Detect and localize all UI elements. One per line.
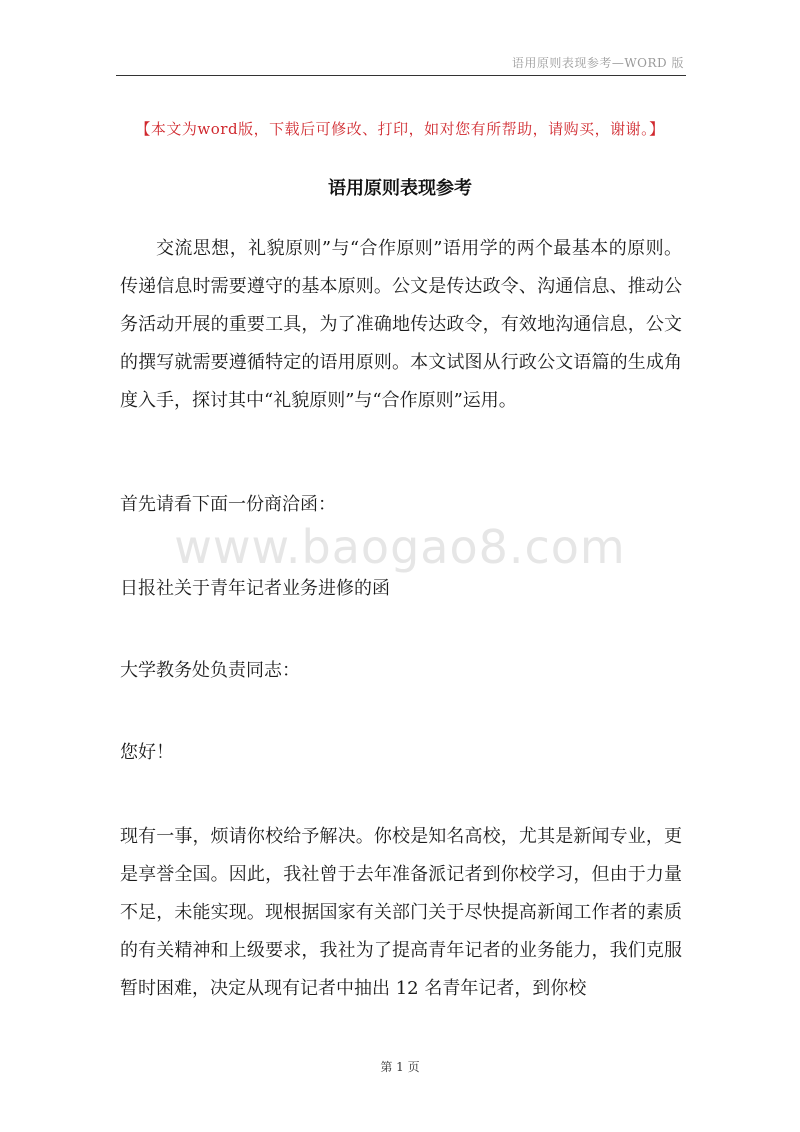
page-number: 第 1 页 — [380, 1060, 420, 1074]
word-version-notice: 【本文为word版，下载后可修改、打印，如对您有所帮助，请购买，谢谢。】 — [135, 120, 665, 138]
paragraph-letter-body: 现有一事，烦请你校给予解决。你校是知名高校，尤其是新闻专业，更是享誉全国。因此，我社曾于去年准备派记者到你校学习，但由于力量不足，未能实现。现根据国家有关部门关于尽快提高新闻工作者的素质的有关精神和上级要求，我社为了提高青年记者的业务能力，我们克服暂时困难，决定从现有记者中抽出 12 名青年记者，到你校 — [120, 826, 682, 999]
header-divider — [116, 75, 686, 76]
paragraph-greeting: 您好！ — [120, 742, 174, 763]
document-title: 语用原则表现参考 — [328, 178, 472, 199]
watermark-text: www.baogao8.com — [174, 520, 626, 574]
paragraph-letter-intro: 首先请看下面一份商洽函： — [120, 494, 336, 515]
intro-paragraph: 交流思想，礼貌原则”与“合作原则”语用学的两个最基本的原则。传递信息时需要遵守的基本原则。公文是传达政令、沟通信息、推动公务活动开展的重要工具，为了准确地传达政令，有效地沟通信息，公文的撰写就需要遵循特定的语用原则。本文试图从行政公文语篇的生成角度入手，探讨其中“礼貌原则”与“合作原则”运用。 — [120, 238, 682, 411]
header-title: 语用原则表现参考—WORD 版 — [511, 56, 684, 70]
paragraph-salutation: 大学教务处负责同志： — [120, 660, 300, 681]
paragraph-letter-title: 日报社关于青年记者业务进修的函 — [120, 578, 390, 599]
